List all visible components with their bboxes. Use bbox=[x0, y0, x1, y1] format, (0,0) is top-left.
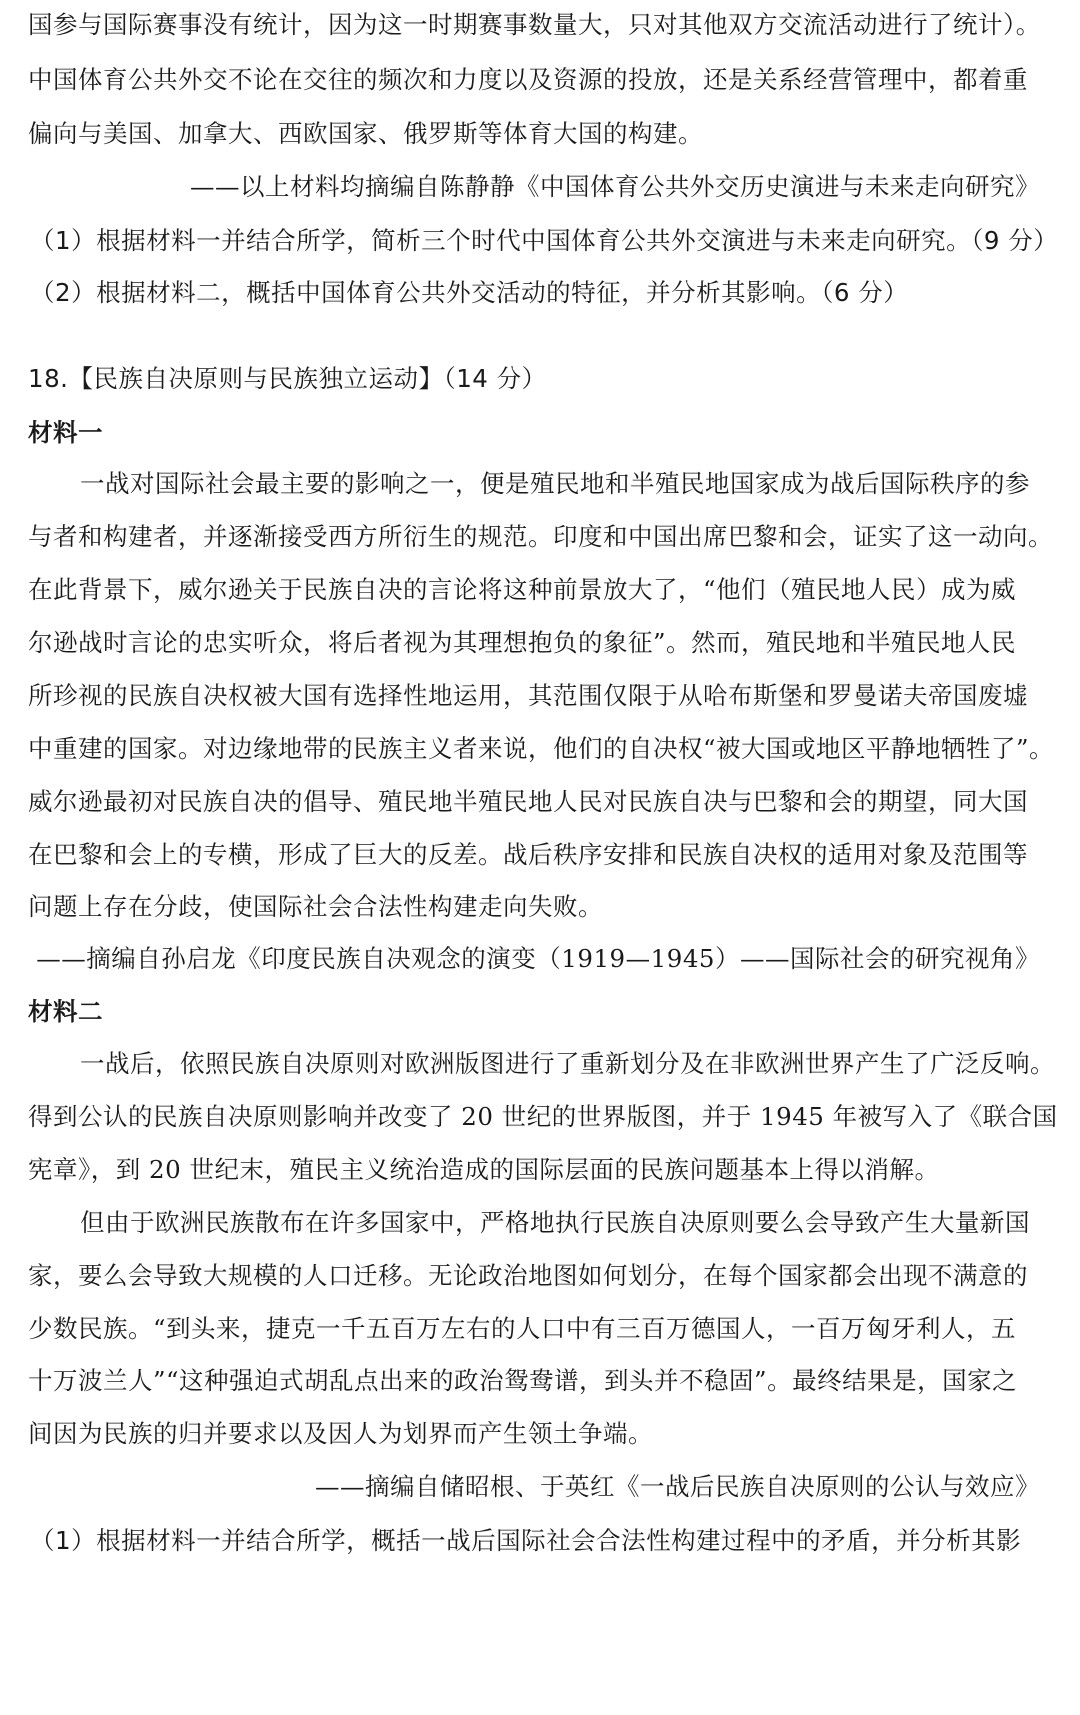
source-citation: ——摘编自孙启龙《印度民族自决观念的演变（1919—1945）——国际社会的研究视角》 bbox=[36, 944, 1040, 973]
question-18-1: （1）根据材料一并结合所学，概括一战后国际社会合法性构建过程中的矛盾，并分析其影 bbox=[30, 1526, 1022, 1555]
text-line: 十万波兰人”“这种强迫式胡乱点出来的政治鸳鸯谱，到头并不稳固”。最终结果是，国家之 bbox=[28, 1366, 1018, 1395]
text-line: 威尔逊最初对民族自决的倡导、殖民地半殖民地人民对民族自决与巴黎和会的期望，同大国 bbox=[28, 787, 1028, 816]
text-line: 中国体育公共外交不论在交往的频次和力度以及资源的投放，还是关系经营管理中，都着重 bbox=[28, 65, 1028, 94]
text-line: 间因为民族的归并要求以及因人为划界而产生领土争端。 bbox=[28, 1419, 653, 1448]
text-line: 国参与国际赛事没有统计，因为这一时期赛事数量大，只对其他双方交流活动进行了统计）。 bbox=[28, 10, 1041, 39]
text-line: 与者和构建者，并逐渐接受西方所衍生的规范。印度和中国出席巴黎和会，证实了这一动向。 bbox=[28, 522, 1053, 551]
question-18-title: 18.【民族自决原则与民族独立运动】（14 分） bbox=[28, 364, 547, 393]
material-1-heading: 材料一 bbox=[28, 418, 103, 447]
text-line: 问题上存在分歧，使国际社会合法性构建走向失败。 bbox=[28, 892, 603, 921]
text-line: 在巴黎和会上的专横，形成了巨大的反差。战后秩序安排和民族自决权的适用对象及范围等 bbox=[28, 840, 1028, 869]
text-line: 但由于欧洲民族散布在许多国家中，严格地执行民族自决原则要么会导致产生大量新国 bbox=[80, 1208, 1030, 1237]
text-line: 尔逊战时言论的忠实听众，将后者视为其理想抱负的象征”。然而，殖民地和半殖民地人民 bbox=[28, 628, 1017, 657]
text-line: 得到公认的民族自决原则影响并改变了 20 世纪的世界版图，并于 1945 年被写入了《联合国 bbox=[28, 1102, 1058, 1131]
source-citation: ——摘编自储昭根、于英红《一战后民族自决原则的公认与效应》 bbox=[315, 1472, 1040, 1501]
text-line: 中重建的国家。对边缘地带的民族主义者来说，他们的自决权“被大国或地区平静地牺牲了”。 bbox=[28, 734, 1055, 763]
text-line: 所珍视的民族自决权被大国有选择性地运用，其范围仅限于从哈布斯堡和罗曼诺夫帝国废墟 bbox=[28, 681, 1028, 710]
text-line: 偏向与美国、加拿大、西欧国家、俄罗斯等体育大国的构建。 bbox=[28, 119, 703, 148]
text-line: 一战对国际社会最主要的影响之一，便是殖民地和半殖民地国家成为战后国际秩序的参 bbox=[80, 469, 1030, 498]
text-line: 少数民族。“到头来，捷克一千五百万左右的人口中有三百万德国人，一百万匈牙利人，五 bbox=[28, 1314, 1017, 1343]
source-citation: ——以上材料均摘编自陈静静《中国体育公共外交历史演进与未来走向研究》 bbox=[190, 172, 1040, 201]
text-line: 在此背景下，威尔逊关于民族自决的言论将这种前景放大了，“他们（殖民地人民）成为威 bbox=[28, 575, 1017, 604]
text-line: 家，要么会导致大规模的人口迁移。无论政治地图如何划分，在每个国家都会出现不满意的 bbox=[28, 1261, 1028, 1290]
question-1: （1）根据材料一并结合所学，简析三个时代中国体育公共外交演进与未来走向研究。（9 分） bbox=[30, 226, 1059, 255]
question-2: （2）根据材料二，概括中国体育公共外交活动的特征，并分析其影响。（6 分） bbox=[30, 278, 909, 307]
text-line: 宪章》，到 20 世纪末，殖民主义统治造成的国际层面的民族问题基本上得以消解。 bbox=[28, 1155, 940, 1184]
material-2-heading: 材料二 bbox=[28, 997, 103, 1026]
text-line: 一战后，依照民族自决原则对欧洲版图进行了重新划分及在非欧洲世界产生了广泛反响。 bbox=[80, 1049, 1055, 1078]
